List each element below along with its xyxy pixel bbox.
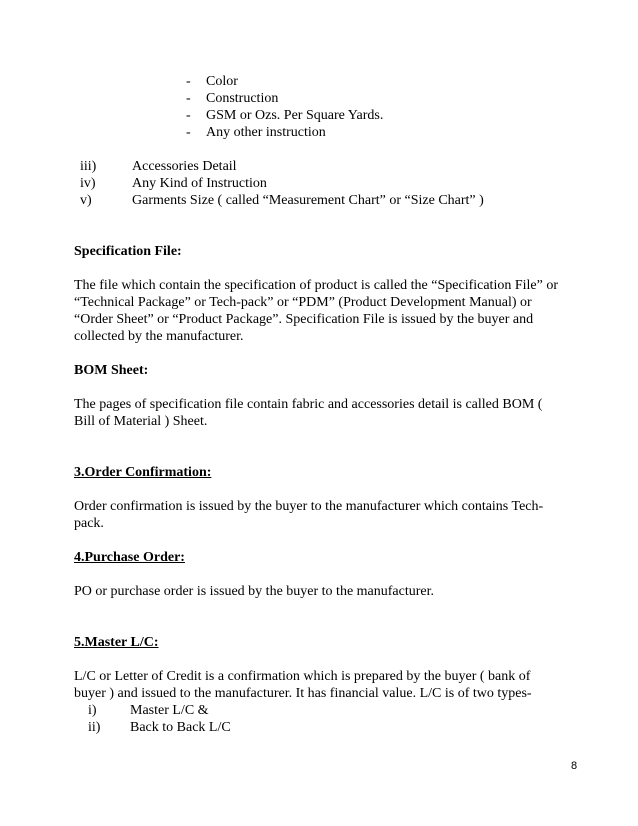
order-confirmation-line: pack. bbox=[74, 516, 104, 531]
roman-numeral: v) bbox=[80, 193, 92, 208]
dash-marker: - bbox=[186, 91, 191, 106]
bom-sheet-line: Bill of Material ) Sheet. bbox=[74, 414, 208, 429]
dash-list-item bbox=[186, 73, 238, 90]
spec-file-line: collected by the manufacturer. bbox=[74, 329, 244, 344]
lc-item-text: Back to Back L/C bbox=[130, 720, 231, 735]
roman-item-text: Garments Size ( called “Measurement Chart” or “Size Chart” ) bbox=[132, 193, 484, 208]
roman-list-item bbox=[80, 175, 267, 192]
dash-list-item bbox=[186, 124, 326, 141]
dash-list-item bbox=[186, 90, 278, 107]
lc-item-numeral: ii) bbox=[88, 720, 101, 735]
master-lc-line: L/C or Letter of Credit is a confirmation which is prepared by the buyer ( bank of bbox=[74, 669, 531, 684]
roman-item-text: Accessories Detail bbox=[132, 159, 237, 174]
dash-item-text: GSM or Ozs. Per Square Yards. bbox=[206, 108, 384, 123]
roman-numeral: iv) bbox=[80, 176, 96, 191]
bom-sheet-line: The pages of specification file contain fabric and accessories detail is called BOM ( bbox=[74, 397, 543, 412]
page-number: 8 bbox=[571, 760, 578, 772]
spec-file-line: “Order Sheet” or “Product Package”. Specification File is issued by the buyer and bbox=[74, 312, 534, 327]
roman-list-item bbox=[80, 158, 237, 175]
lc-item-numeral: i) bbox=[88, 703, 97, 718]
dash-item-text: Any other instruction bbox=[206, 125, 326, 140]
order-confirmation-heading: 3.Order Confirmation: bbox=[74, 465, 212, 480]
master-lc-line: buyer ) and issued to the manufacturer. It has financial value. L/C is of two types- bbox=[74, 686, 532, 701]
bom-sheet-heading: BOM Sheet: bbox=[74, 363, 149, 378]
purchase-order-line: PO or purchase order is issued by the buyer to the manufacturer. bbox=[74, 584, 435, 599]
dash-item-text: Color bbox=[206, 74, 238, 89]
dash-list-item bbox=[186, 107, 383, 124]
spec-file-heading: Specification File: bbox=[74, 244, 182, 259]
roman-item-text: Any Kind of Instruction bbox=[132, 176, 267, 191]
master-lc-list-item bbox=[88, 702, 209, 719]
master-lc-heading: 5.Master L/C: bbox=[74, 635, 159, 650]
lc-item-text: Master L/C & bbox=[130, 703, 209, 718]
order-confirmation-line: Order confirmation is issued by the buyer to the manufacturer which contains Tech- bbox=[74, 499, 544, 514]
spec-file-line: “Technical Package” or Tech-pack” or “PDM” (Product Development Manual) or bbox=[74, 295, 532, 310]
dash-marker: - bbox=[186, 125, 191, 140]
spec-file-line: The file which contain the specification of product is called the “Specification File” or bbox=[74, 278, 558, 293]
roman-list-item bbox=[80, 192, 484, 209]
dash-marker: - bbox=[186, 74, 191, 89]
dash-item-text: Construction bbox=[206, 91, 279, 106]
purchase-order-heading: 4.Purchase Order: bbox=[74, 550, 185, 565]
master-lc-list-item bbox=[88, 719, 231, 736]
roman-numeral: iii) bbox=[80, 159, 97, 174]
dash-marker: - bbox=[186, 108, 191, 123]
